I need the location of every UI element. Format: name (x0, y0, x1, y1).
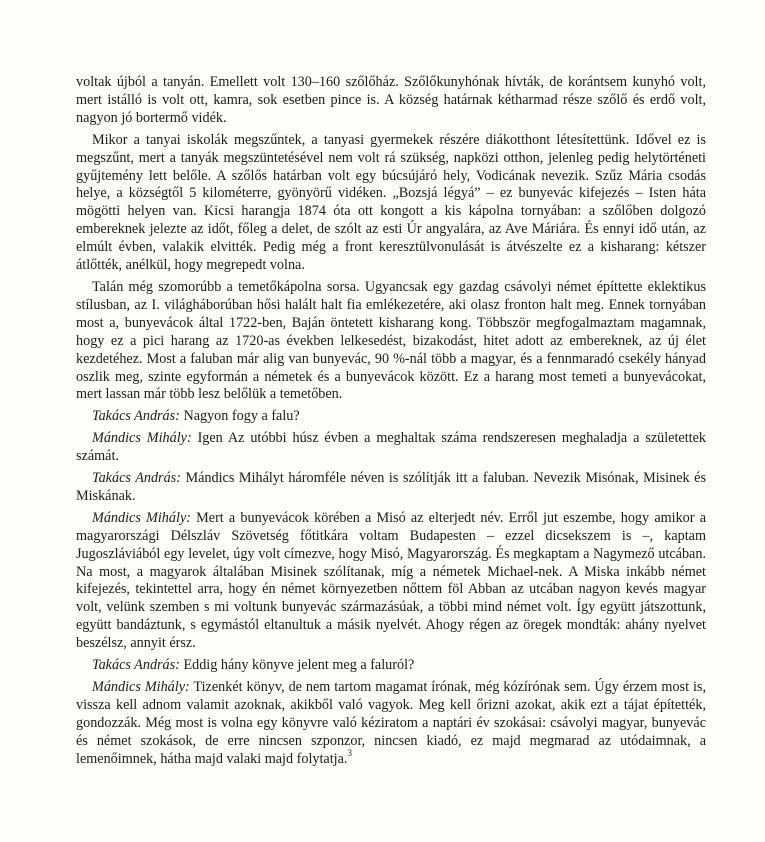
speaker-name: Mándics Mihály: (92, 509, 191, 526)
dialogue-line-1 (76, 408, 706, 426)
speaker-name: Takács András: (92, 470, 181, 487)
footnote-marker: 3 (347, 747, 352, 758)
speaker-name: Takács András: (92, 408, 180, 425)
dialogue-text: Mert a bunyevácok körében a Misó az elterjedt név. Erről jut eszembe, hogy amikor a magyarországi Délszláv Szövetség főtitkára voltam Budapesten – ezzel dicsekszem is –, kaptam Jugoszláviából egy levelet, úgy volt címezve, hogy Misó, Magyarország. És megkaptam a Nagymező utcában. Na most, a magyarok általában Misinek szólítanak, míg a németek Michael-nek. A Miska inkább német kifejezés, tekintettel arra, hogy én német környezetben nőttem föl Abban az utcában nagyon kevés magyar volt, velünk szemben s mi voltunk bunyevác származásúak, a többi mind német volt. Így együtt játszottunk, együtt bandáztunk, s egymástól eltanultuk a másik nyelvét. Ahogy régen az öregek mondták: ahány nyelvet beszélsz, annyit érsz. (76, 509, 706, 652)
dialogue-text: Nagyon fogy a falu? (179, 408, 300, 425)
speaker-name: Mándics Mihály: (92, 430, 192, 447)
paragraph-1: voltak újból a tanyán. Emellett volt 130–160 szőlőház. Szőlőkunyhónak hívták, de korántsem kunyhó volt, mert istálló is volt ott, kamra, sok esetben pince is. A község határnak kétharmad része szőlő és erdő volt, nagyon jó bortermő vidék. (76, 74, 706, 126)
dialogue-line-5 (76, 657, 706, 675)
dialogue-line-4 (76, 510, 706, 653)
dialogue-text: Igen Az utóbbi húsz évben a meghaltak száma rendszeresen meghaladja a születettek számát. (76, 430, 706, 465)
dialogue-text: Mándics Mihályt háromféle néven is szólítják itt a faluban. Nevezik Misónak, Misinek és Miskának. (76, 470, 706, 504)
paragraph-3: Talán még szomorúbb a temetőkápolna sorsa. Ugyancsak egy gazdag csávolyi német építtette eklektikus stílusban, az I. világháborúban hősi halált halt fia emlékezetére, aki olasz fronton halt meg. Ennek tornyában most a, bunyevácok által 1722-ben, Baján öntetett kisharang kong. Többször megfogalmaztam magamnak, hogy ez a pici harang az 1720-as években lelkesedést, bizakodást, hitet adott az embereknek, az új élet kezdetéhez. Most a faluban már alig van bunyevác, 90 %-nál több a magyar, és a fennmaradó csekély hányad oszlik meg, szinte egyformán a németek és a bunyevácok között. Ez a harang most temeti a bunyevácokat, mert lassan már több lesz belőlük a temetőben. (76, 278, 706, 403)
document-page (76, 74, 706, 769)
dialogue-line-3 (76, 470, 706, 506)
dialogue-line-2 (76, 430, 706, 466)
speaker-name: Mándics Mihály: (92, 679, 190, 695)
dialogue-line-6 (76, 679, 706, 769)
paragraph-2: Mikor a tanyai iskolák megszűntek, a tanyasi gyermekek részére diákotthont létesítettünk. Idővel ez is megszűnt, mert a tanyák megszüntetésével nem volt rá szükség, napközi otthon, jelenleg pedig helytörténeti gyűjtemény lett belőle. A szőlős határban volt egy búcsújáró hely, Vodicának nevezik. Szűz Mária csodás helye, a községtől 5 kilométerre, gyönyörű vidéken. „Bozsjá légyá” – ez bunyevác kifejezés – Isten háta mögötti helyen van. Kicsi harangja 1874 óta ott kongott a kis kápolna tornyában: a szőlőben dolgozó embereknek jelezte az időt, főleg a delet, de szólt az esti Úr angyalára, az Ave Máriára. És ennyi idő után, az elmúlt évben, valakik elvitték. Pedig még a front keresztülvonulását is átvészelte ez a kisharang: kétszer átlőtték, anélkül, hogy megrepedt volna. (76, 131, 706, 274)
dialogue-text: Tizenkét könyv, de nem tartom magamat írónak, még kózírónak sem. Úgy érzem most is, vissza kell adnom valamit azoknak, akikből való vagyok. Meg kell őrizni azokat, akik ezt a tájat építették, gondozzák. Még most is volna egy könyvre való kéziratom a naptári év szokásai: csávolyi magyar, bunyevác és német szokások, de erre nincsen szponzor, nincsen kiadó, ez majd megmarad az utódaimnak, a lemenőimnek, hátha majd valaki majd folytatja. (76, 679, 706, 767)
dialogue-text: Eddig hány könyve jelent meg a faluról? (179, 657, 415, 674)
speaker-name: Takács András: (92, 657, 180, 674)
